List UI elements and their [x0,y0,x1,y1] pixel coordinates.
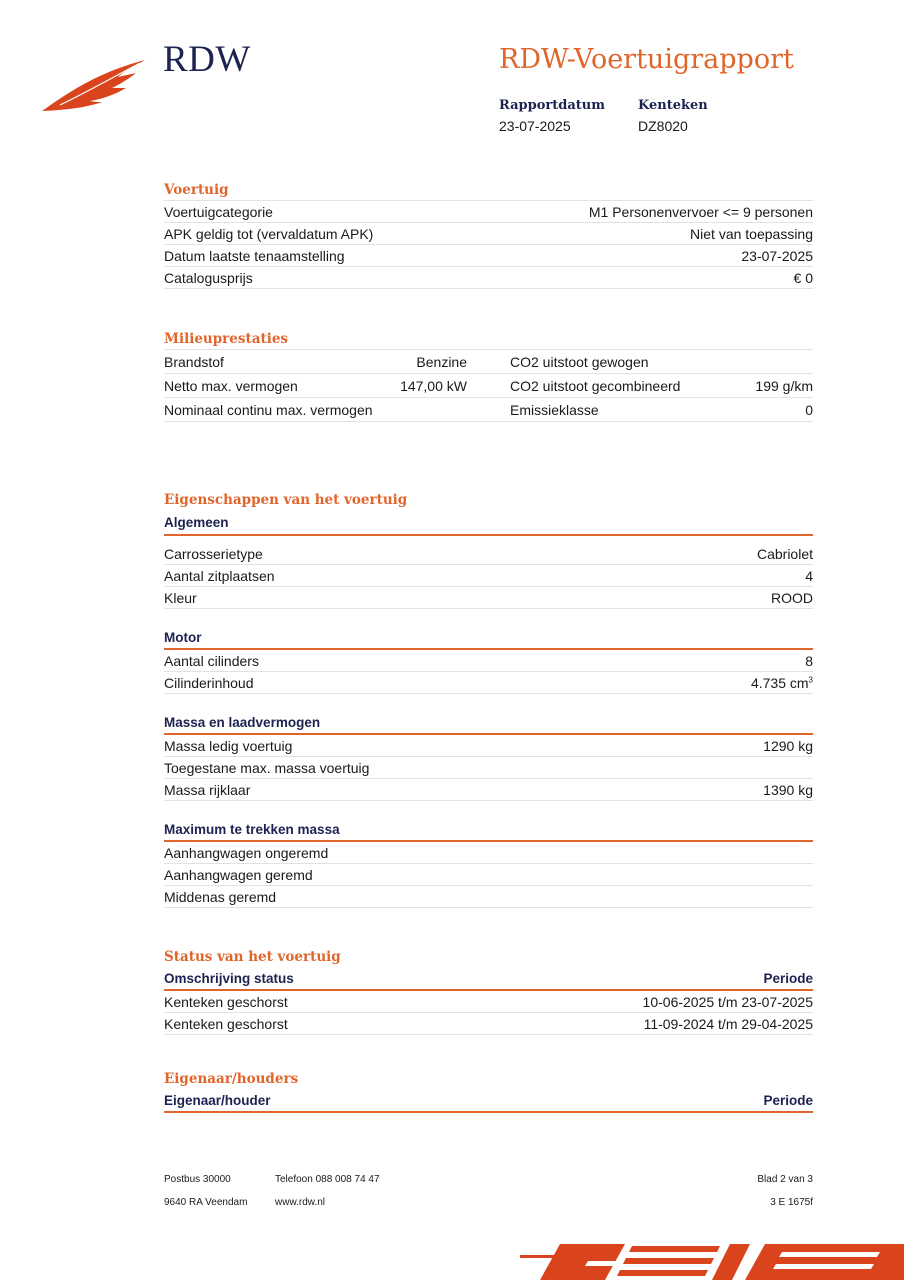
row-label: Aanhangwagen geremd [164,866,313,883]
footer-address-line1: Postbus 30000 [164,1174,231,1185]
row-value: 199 g/km [755,377,813,394]
column-header: Eigenaar/houder [164,1093,271,1108]
row-value: Niet van toepassing [690,225,813,242]
subsection-label: Motor [164,630,202,645]
row-label: Aantal cilinders [164,652,259,669]
row-label: Massa ledig voertuig [164,737,293,754]
subsection-title [164,628,813,647]
row-label: Kenteken geschorst [164,1015,288,1032]
table-row [164,735,813,757]
table-row [164,991,813,1013]
table-row [164,779,813,801]
table-row [164,349,813,374]
value-text: 4.735 cm [750,674,809,691]
row-label: Aantal zitplaatsen [164,567,275,584]
row-label: Kleur [164,589,197,606]
report-date-value: 23-07-2025 [499,118,571,134]
section-voertuig [164,181,813,289]
section-title: Eigenschappen van het voertuig [164,492,408,508]
footer-address-line2: 9640 RA Veendam [164,1197,248,1208]
divider [164,1111,813,1113]
footer-document-code: 3 E 1675f [770,1197,813,1208]
table-header [164,1091,813,1110]
table-row [164,374,813,398]
row-value: € 0 [793,269,813,286]
table-header [164,969,813,988]
row-value: 8 [805,652,813,669]
row-value: 10-06-2025 t/m 23-07-2025 [642,993,813,1010]
row-label: Brandstof [164,353,224,370]
report-title: RDW-Voertuigrapport [499,44,794,75]
table-row [164,543,813,565]
column-header: Periode [763,1093,813,1108]
footer-page-number: Blad 2 van 3 [757,1174,813,1185]
row-label: CO2 uitstoot gewogen [510,353,649,370]
subsection-label: Algemeen [164,515,229,530]
row-value: 23-07-2025 [741,247,813,264]
table-row [164,672,813,694]
table-row [164,587,813,609]
row-value: M1 Personenvervoer <= 9 personen [588,203,813,220]
plate-label: Kenteken [638,98,708,113]
subsection-label: Massa en laadvermogen [164,715,321,730]
row-value: 1290 kg [763,737,813,754]
table-row [164,245,813,267]
row-label: Datum laatste tenaamstelling [164,247,345,264]
rdw-feather-logo-icon [40,55,148,120]
column-header: Omschrijving status [164,971,294,986]
row-label: Massa rijklaar [164,781,251,798]
table-row [164,842,813,864]
row-label: Netto max. vermogen [164,377,298,394]
footer-website[interactable]: www.rdw.nl [275,1197,326,1208]
section-eigenaar [164,1070,813,1113]
row-value: 0 [805,401,813,418]
section-status [164,948,813,1035]
table-row [164,223,813,245]
table-row [164,200,813,223]
row-label: Catalogusprijs [164,269,253,286]
row-label: CO2 uitstoot gecombineerd [510,377,681,394]
row-value: 11-09-2024 t/m 29-04-2025 [643,1015,813,1032]
row-value: Benzine [416,353,467,370]
section-title: Voertuig [164,182,229,198]
subsection-title [164,513,813,532]
table-row [164,267,813,289]
row-value: Cabriolet [756,545,813,562]
row-label: Emissieklasse [510,401,599,418]
column-header: Periode [763,971,813,986]
table-row [164,565,813,587]
row-label: Carrosserietype [164,545,263,562]
report-date-label: Rapportdatum [499,98,605,113]
subsection-title [164,713,813,732]
table-row [164,864,813,886]
footer-phone: Telefoon 088 008 74 47 [275,1174,380,1185]
row-label: Cilinderinhoud [164,674,254,691]
unit-superscript: 3 [808,674,813,684]
table-row [164,1013,813,1035]
section-title: Status van het voertuig [164,949,341,965]
row-label: Kenteken geschorst [164,993,288,1010]
row-label: Aanhangwagen ongeremd [164,844,329,861]
row-label: Voertuigcategorie [164,203,273,220]
subsection-title [164,820,813,839]
table-row [164,757,813,779]
row-label: Toegestane max. massa voertuig [164,759,370,776]
section-title: Milieuprestaties [164,331,289,347]
subsection-label: Maximum te trekken massa [164,822,340,837]
table-row [164,886,813,908]
plate-value: DZ8020 [638,118,688,134]
row-value [751,675,813,691]
section-title: Eigenaar/houders [164,1071,299,1087]
brand-name: RDW [163,39,251,80]
row-value: 147,00 kW [400,377,467,394]
row-label: Middenas geremd [164,888,277,905]
row-label: APK geldig tot (vervaldatum APK) [164,225,374,242]
divider [164,534,813,536]
table-row [164,398,813,422]
table-row [164,650,813,672]
row-value: 1390 kg [763,781,813,798]
row-label: Nominaal continu max. vermogen [164,401,373,418]
row-value: 4 [805,567,813,584]
section-milieuprestaties [164,330,813,422]
section-eigenschappen [164,491,813,908]
decorative-stripes-icon [520,1244,904,1285]
row-value: ROOD [771,589,813,606]
